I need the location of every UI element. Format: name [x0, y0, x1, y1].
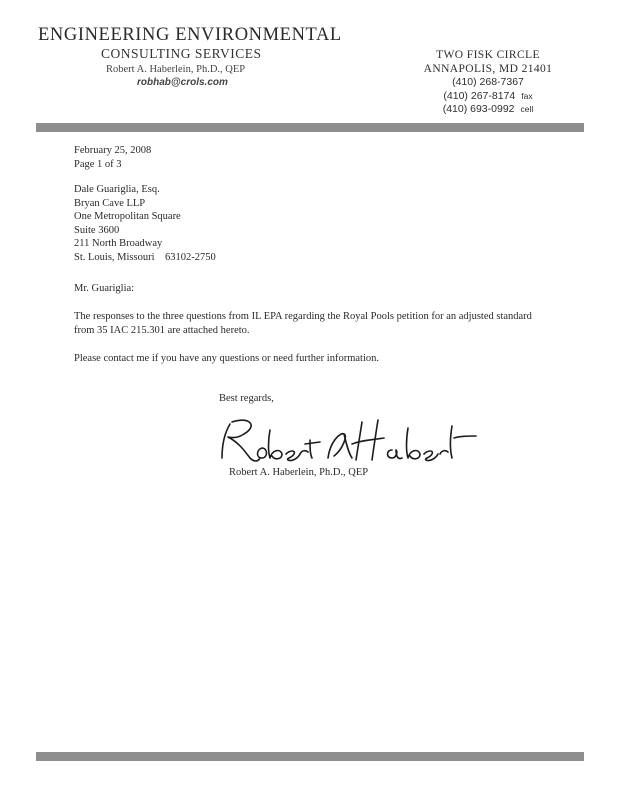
- phone-cell-line: [393, 103, 583, 117]
- recipient-line: Bryan Cave LLP: [74, 197, 146, 209]
- phone-cell: (410) 693-0992: [442, 103, 515, 115]
- body-paragraph-1: The responses to the three questions from IL EPA regarding the Royal Pools petition for an adjusted standard from 35 IAC 215.301 are attached hereto.: [74, 311, 532, 336]
- body-paragraph-2: Please contact me if you have any questions or need further information.: [74, 353, 379, 364]
- phone-fax-line: [393, 90, 583, 104]
- letterhead-contact-block: [393, 49, 583, 117]
- footer-rule: [36, 752, 584, 761]
- recipient-line: 211 North Broadway: [74, 238, 163, 249]
- handwritten-signature: [210, 410, 480, 472]
- page-number: Page 1 of 3: [74, 158, 122, 170]
- phone-fax: (410) 267-8174: [443, 89, 516, 102]
- date-block: [74, 144, 151, 171]
- letterhead-email: robhab@crols.com: [137, 77, 228, 88]
- salutation: Mr. Guariglia:: [74, 283, 135, 294]
- header-rule: [36, 123, 584, 132]
- recipient-line: Dale Guariglia, Esq.: [74, 184, 160, 195]
- cell-tag: cell: [520, 104, 534, 114]
- address-line-1: TWO FISK CIRCLE: [436, 49, 540, 61]
- fax-tag: fax: [521, 90, 533, 101]
- signer-name: Robert A. Haberlein, Ph.D., QEP: [229, 467, 369, 478]
- recipient-line: One Metropolitan Square: [74, 211, 181, 222]
- closing: Best regards,: [219, 393, 274, 404]
- letterhead-org-title: ENGINEERING ENVIRONMENTAL: [38, 25, 342, 45]
- letterhead-person: Robert A. Haberlein, Ph.D., QEP: [106, 64, 246, 75]
- recipient-address: [74, 183, 216, 264]
- letter-date: February 25, 2008: [74, 145, 152, 156]
- phone-main: (410) 268-7367: [452, 76, 524, 88]
- recipient-line: Suite 3600: [74, 224, 120, 236]
- letterhead-org-subtitle: CONSULTING SERVICES: [101, 46, 262, 61]
- recipient-line: St. Louis, Missouri 63102-2750: [74, 251, 216, 263]
- address-line-2: ANNAPOLIS, MD 21401: [423, 62, 553, 75]
